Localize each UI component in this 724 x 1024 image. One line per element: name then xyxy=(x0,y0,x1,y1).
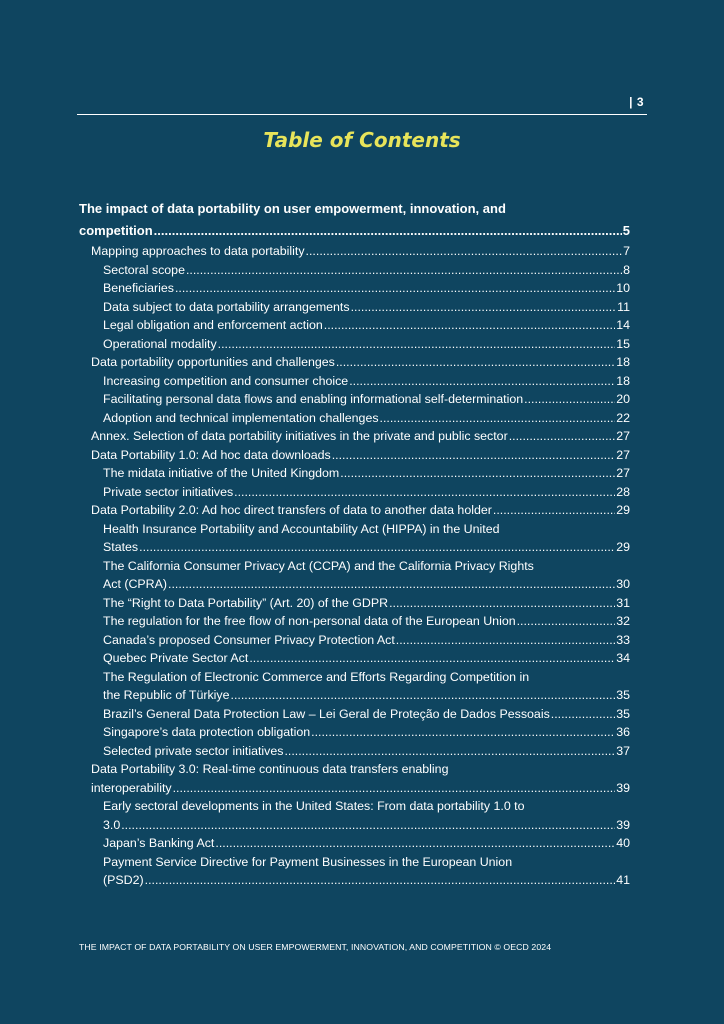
toc-entry-text: States xyxy=(103,540,139,554)
toc-entry[interactable] xyxy=(79,316,630,335)
toc-page-number: 34 xyxy=(616,651,630,665)
toc-page-number: 32 xyxy=(616,614,630,628)
toc-entry-text: The California Consumer Privacy Act (CCPA) and the California Privacy Rights xyxy=(103,558,534,573)
dot-leader xyxy=(215,834,615,853)
toc-page-number: 5 xyxy=(622,222,630,238)
dot-leader xyxy=(332,446,615,465)
header-divider xyxy=(77,114,647,115)
toc-entry[interactable] xyxy=(79,353,630,372)
toc-page-number: 36 xyxy=(616,725,630,739)
toc-page-number: 11 xyxy=(617,299,630,314)
toc-page-number: 22 xyxy=(616,410,630,425)
toc-entry-text: Singapore’s data protection obligation xyxy=(103,725,311,739)
toc-entry-text: competition xyxy=(79,222,153,238)
dot-leader xyxy=(389,594,615,613)
toc-entry-text: The Regulation of Electronic Commerce and Efforts Regarding Competition in xyxy=(103,669,530,684)
toc-entry-text: The “Right to Data Portability” (Art. 20) of the GDPR xyxy=(103,595,389,610)
toc-entry[interactable] xyxy=(79,668,630,705)
toc-page-number: 29 xyxy=(616,540,630,554)
toc-entry[interactable] xyxy=(79,612,630,631)
dot-leader xyxy=(349,372,615,391)
toc-list xyxy=(79,198,630,890)
toc-entry[interactable] xyxy=(79,501,630,520)
toc-entry-text: Beneficiaries xyxy=(103,281,174,295)
toc-entry[interactable] xyxy=(79,409,630,428)
toc-entry-text: Data Portability 2.0: Ad hoc direct transfers of data to another data holder xyxy=(91,503,492,517)
toc-page-number: 28 xyxy=(616,484,630,499)
toc-entry[interactable] xyxy=(79,742,630,761)
dot-leader xyxy=(154,220,622,242)
toc-entry[interactable] xyxy=(79,427,630,446)
dot-leader xyxy=(380,409,616,428)
toc-entry-text: The impact of data portability on user empowerment, innovation, and xyxy=(79,201,506,216)
toc-page-number: 37 xyxy=(616,743,630,758)
dot-leader xyxy=(396,631,615,650)
toc-entry-text: Canada’s proposed Consumer Privacy Protection Act xyxy=(103,632,395,647)
toc-entry-text: 3.0 xyxy=(103,817,121,832)
dot-leader xyxy=(551,705,615,724)
page-footer: THE IMPACT OF DATA PORTABILITY ON USER EMPOWERMENT, INNOVATION, AND COMPETITION © OECD 2024 xyxy=(79,942,552,952)
page-number: | 3 xyxy=(629,95,644,109)
toc-page-number: 40 xyxy=(616,836,630,850)
toc-entry-text: Health Insurance Portability and Accountability Act (HIPPA) in the United xyxy=(103,521,500,536)
toc-entry[interactable] xyxy=(79,723,630,742)
toc-page-number: 39 xyxy=(616,780,630,795)
dot-leader xyxy=(517,612,616,631)
toc-entry[interactable] xyxy=(79,372,630,391)
dot-leader xyxy=(121,816,615,835)
toc-entry[interactable] xyxy=(79,446,630,465)
toc-entry-text: (PSD2) xyxy=(103,873,144,887)
toc-page-number: 15 xyxy=(616,336,630,351)
toc-entry[interactable] xyxy=(79,335,630,354)
toc-entry-text: Act (CPRA) xyxy=(103,577,168,591)
toc-entry-text: Quebec Private Sector Act xyxy=(103,651,249,665)
toc-page-number: 20 xyxy=(616,392,630,406)
toc-entry[interactable] xyxy=(79,760,630,797)
toc-page-number: 29 xyxy=(616,503,630,517)
toc-page-number: 35 xyxy=(616,706,630,721)
toc-entry-text: Sectoral scope xyxy=(103,262,185,277)
dot-leader xyxy=(336,353,615,372)
dot-leader xyxy=(493,501,615,520)
toc-page-number: 14 xyxy=(616,318,630,332)
toc-entry-text: the Republic of Türkiye xyxy=(103,688,230,702)
dot-leader xyxy=(524,390,615,409)
toc-page-number: 35 xyxy=(616,688,630,702)
toc-entry[interactable] xyxy=(79,242,630,261)
toc-page-number: 30 xyxy=(616,577,630,591)
dot-leader xyxy=(306,242,623,261)
toc-entry-text: interoperability xyxy=(91,780,172,795)
dot-leader xyxy=(340,464,615,483)
toc-entry-text: Data portability opportunities and challenges xyxy=(91,355,335,369)
toc-entry-text: Data Portability 1.0: Ad hoc data downloads xyxy=(91,447,331,462)
toc-page-number: 18 xyxy=(616,373,630,388)
toc-entry-text: Private sector initiatives xyxy=(103,484,234,499)
toc-entry[interactable] xyxy=(79,390,630,409)
dot-leader xyxy=(218,335,616,354)
toc-page-number: 8 xyxy=(623,262,630,277)
toc-entry[interactable] xyxy=(79,261,630,280)
dot-leader xyxy=(175,279,615,298)
dot-leader xyxy=(284,742,615,761)
toc-entry-text: The regulation for the free flow of non-personal data of the European Union xyxy=(103,614,516,628)
toc-page-number: 41 xyxy=(616,873,630,887)
toc-entry[interactable] xyxy=(79,853,630,890)
toc-entry-text: Japan’s Banking Act xyxy=(103,836,215,850)
toc-entry[interactable] xyxy=(79,298,630,317)
dot-leader xyxy=(311,723,615,742)
toc-page-number: 7 xyxy=(623,244,630,258)
toc-page-number: 33 xyxy=(616,632,630,647)
dot-leader xyxy=(186,261,622,280)
toc-entry[interactable] xyxy=(79,464,630,483)
toc-entry-text: The midata initiative of the United Kingdom xyxy=(103,466,340,480)
toc-entry-text: Selected private sector initiatives xyxy=(103,743,284,758)
dot-leader xyxy=(351,298,617,317)
toc-entry-text: Data subject to data portability arrangements xyxy=(103,299,350,314)
dot-leader xyxy=(168,575,615,594)
toc-entry-text: Data Portability 3.0: Real-time continuous data transfers enabling xyxy=(91,762,449,776)
toc-entry[interactable] xyxy=(79,520,630,557)
dot-leader xyxy=(234,483,615,502)
dot-leader xyxy=(509,427,616,446)
toc-entry-text: Brazil’s General Data Protection Law – Lei Geral de Proteção de Dados Pessoais xyxy=(103,706,550,721)
dot-leader xyxy=(145,871,616,890)
toc-page-number: 39 xyxy=(616,817,630,832)
toc-entry-text: Mapping approaches to data portability xyxy=(91,244,305,258)
toc-entry[interactable] xyxy=(79,594,630,613)
toc-entry[interactable] xyxy=(79,483,630,502)
toc-entry-text: Operational modality xyxy=(103,336,217,351)
toc-page-number: 27 xyxy=(616,429,630,443)
toc-entry[interactable] xyxy=(79,834,630,853)
toc-entry-text: Early sectoral developments in the United States: From data portability 1.0 to xyxy=(103,799,525,813)
toc-entry-text: Legal obligation and enforcement action xyxy=(103,318,323,332)
toc-entry-text: Adoption and technical implementation challenges xyxy=(103,410,379,425)
toc-entry[interactable] xyxy=(79,797,630,834)
dot-leader xyxy=(231,686,616,705)
toc-entry[interactable] xyxy=(79,649,630,668)
dot-leader xyxy=(139,538,615,557)
toc-entry-text: Payment Service Directive for Payment Businesses in the European Union xyxy=(103,854,513,869)
dot-leader xyxy=(173,779,616,798)
toc-entry-text: Increasing competition and consumer choice xyxy=(103,373,349,388)
toc-entry-text: Annex. Selection of data portability initiatives in the private and public sector xyxy=(91,429,508,443)
dot-leader xyxy=(249,649,615,668)
toc-entry-text: Facilitating personal data flows and enabling informational self-determination xyxy=(103,392,524,406)
toc-entry[interactable] xyxy=(79,705,630,724)
toc-page-number: 27 xyxy=(616,466,630,480)
toc-entry[interactable] xyxy=(79,631,630,650)
toc-page-number: 10 xyxy=(616,281,630,295)
toc-entry[interactable] xyxy=(79,279,630,298)
toc-page-number: 18 xyxy=(616,355,630,369)
toc-entry[interactable] xyxy=(79,198,630,241)
dot-leader xyxy=(324,316,615,335)
toc-title: Table of Contents xyxy=(263,128,461,152)
toc-page-number: 31 xyxy=(616,595,630,610)
toc-page-number: 27 xyxy=(616,447,630,462)
toc-entry[interactable] xyxy=(79,557,630,594)
